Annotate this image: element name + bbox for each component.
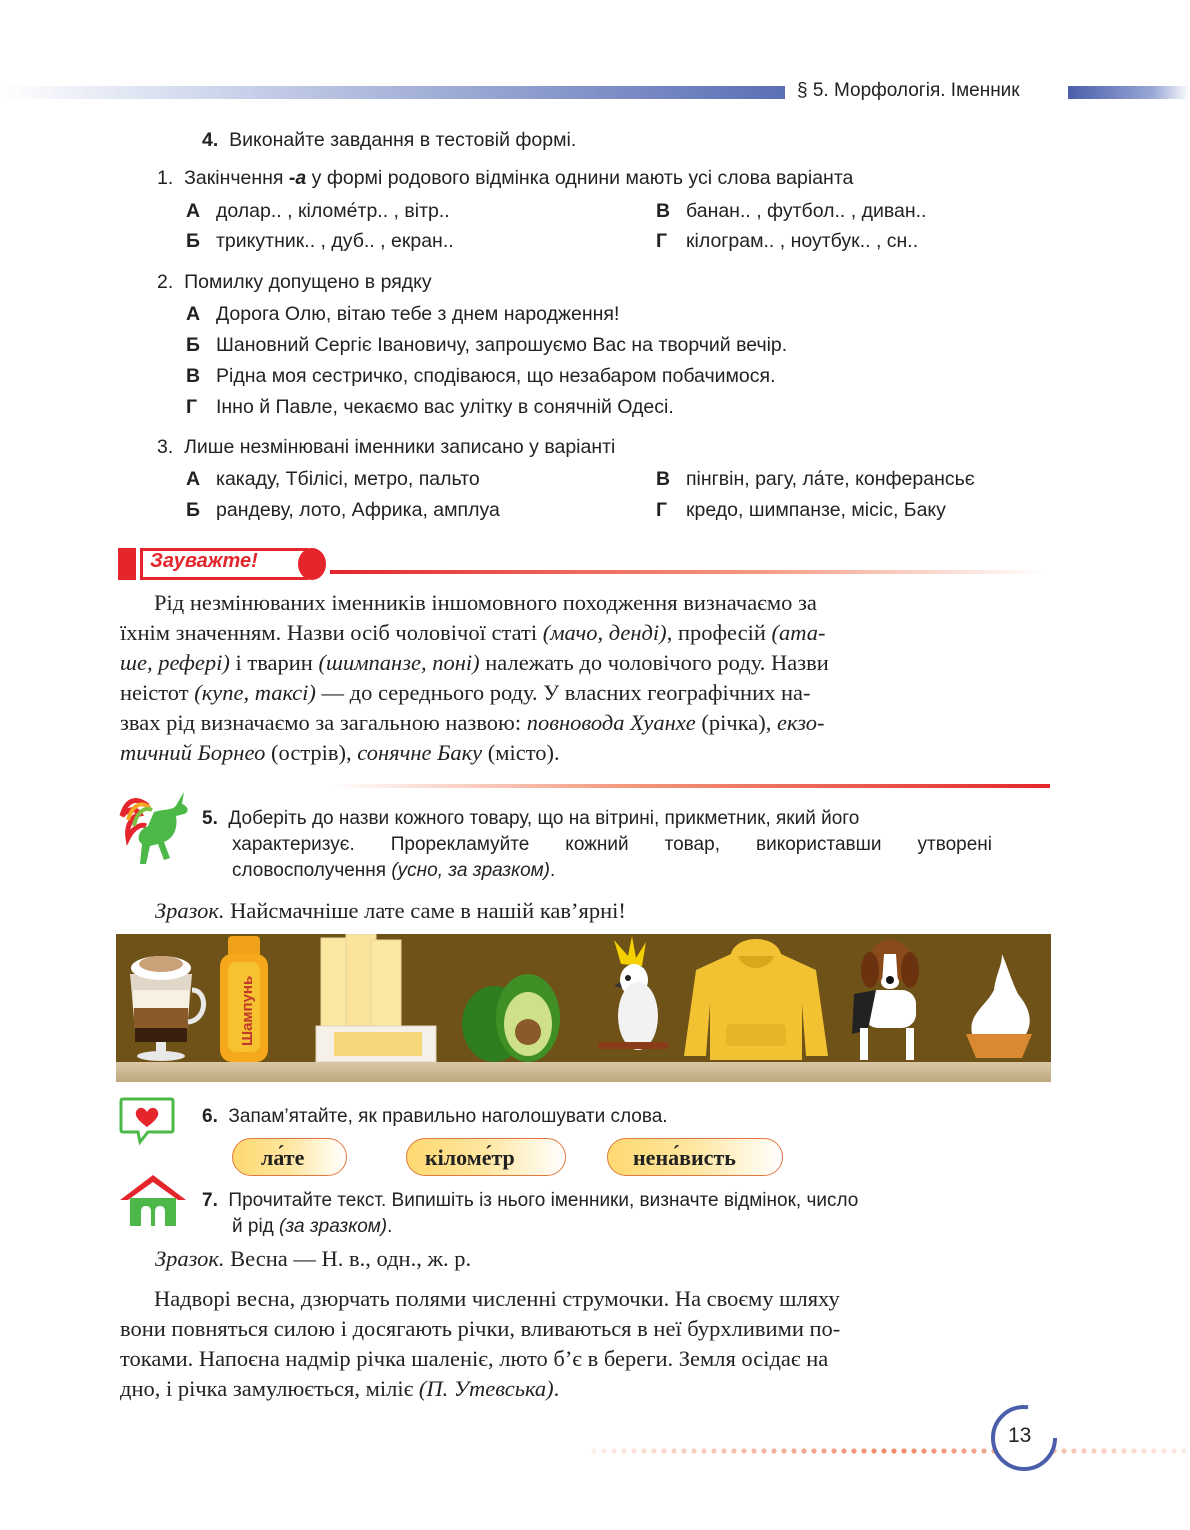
footer-dot — [681, 1448, 686, 1453]
footer-dot — [901, 1448, 906, 1453]
footer-dot — [941, 1448, 946, 1453]
q1-option-a: А долар.. , кіломе́тр.. , вітр.. — [186, 200, 450, 222]
footer-dot — [751, 1448, 756, 1453]
text-line-3: токами. Напоєна надмір річка шаленіє, люто б’є в береги. Земля осідає на — [120, 1346, 829, 1371]
footer-dot — [711, 1448, 716, 1453]
section-title: § 5. Морфологія. Іменник — [797, 80, 1020, 101]
header-bar-left — [0, 86, 785, 99]
notice-label: Зауважте! — [150, 550, 258, 572]
question-3: 3. Лише незмінювані іменники записано у варіанті — [157, 436, 616, 458]
footer-dot — [1171, 1448, 1176, 1453]
q3-option-v: В пінгвін, рагу, ла́те, конферансьє — [656, 468, 975, 490]
q2-option-g: Г Інно й Павле, чекаємо вас улітку в сонячній Одесі. — [186, 396, 674, 418]
footer-dot — [981, 1448, 986, 1453]
task-6-text: 6. Запам’ятайте, як правильно наголошувати слова. — [202, 1106, 668, 1127]
task-7-paragraph — [120, 1284, 1050, 1404]
footer-dot — [1061, 1448, 1066, 1453]
footer-dot — [851, 1448, 856, 1453]
footer-dot — [1071, 1448, 1076, 1453]
footer-dot — [791, 1448, 796, 1453]
footer-dot — [1151, 1448, 1156, 1453]
footer-dot — [651, 1448, 656, 1453]
question-2: 2. Помилку допущено в рядку — [157, 271, 432, 293]
task-7-sample: Зразок. Весна — Н. в., одн., ж. р. — [155, 1246, 472, 1271]
q1-option-b: Б трикутник.. , дуб.. , екран.. — [186, 230, 454, 252]
avocado-icon — [462, 974, 560, 1062]
footer-dot — [861, 1448, 866, 1453]
footer-dot — [801, 1448, 806, 1453]
separator-line — [330, 784, 1050, 788]
q2-option-v: В Рідна моя сестричко, сподіваюся, що незабаром побачимося. — [186, 365, 776, 387]
footer-dot — [891, 1448, 896, 1453]
footer-dot — [831, 1448, 836, 1453]
footer-dot — [741, 1448, 746, 1453]
q3-option-g: Г кредо, шимпанзе, місіс, Баку — [656, 499, 946, 521]
shelf-items — [116, 934, 1051, 1064]
footer-dot — [731, 1448, 736, 1453]
footer-dot — [601, 1448, 606, 1453]
footer-dot — [721, 1448, 726, 1453]
footer-dots — [590, 1446, 1190, 1456]
footer-dot — [1141, 1448, 1146, 1453]
notice-line-5: звах рід визначаємо за загальною назвою: повновода Хуанхе (річка), екзо- — [120, 710, 825, 735]
meringue-tart-icon — [966, 954, 1032, 1058]
stress-word-nenavyst: нена́висть — [607, 1138, 783, 1176]
footer-dot — [771, 1448, 776, 1453]
footer-dot — [951, 1448, 956, 1453]
footer-dot — [701, 1448, 706, 1453]
footer-dot — [621, 1448, 626, 1453]
stress-word-kilometr: кіломе́тр — [406, 1138, 566, 1176]
footer-dot — [671, 1448, 676, 1453]
footer-dot — [1081, 1448, 1086, 1453]
notice-line-2: їхнім значенням. Назви осіб чоловічої статі (мачо, денді), професій (ата- — [120, 620, 826, 645]
footer-dot — [631, 1448, 636, 1453]
q1-option-g: Г кілограм.. , ноутбук.. , сн.. — [656, 230, 919, 252]
task-5-text: 5. Доберіть до назви кожного товару, що на вітрині, прикметник, який його характеризує. Прорекламуйте кожний товар, використавши утворені словосполучення (усно, за зразком). — [202, 808, 992, 881]
house-icon — [118, 1172, 188, 1228]
beagle-dog-icon — [852, 940, 919, 1060]
pasta-packages-icon — [316, 934, 436, 1062]
footer-dot — [811, 1448, 816, 1453]
footer-dot — [1181, 1448, 1186, 1453]
footer-dot — [921, 1448, 926, 1453]
speech-heart-icon — [118, 1096, 176, 1146]
footer-dot — [911, 1448, 916, 1453]
footer-dot — [761, 1448, 766, 1453]
footer-dot — [1091, 1448, 1096, 1453]
footer-dot — [661, 1448, 666, 1453]
question-1: 1. Закінчення -а у формі родового відмінка однини мають усі слова варіанта — [157, 167, 854, 189]
footer-dot — [1131, 1448, 1136, 1453]
page-number: 13 — [1008, 1424, 1032, 1447]
footer-dot — [641, 1448, 646, 1453]
footer-dot — [1121, 1448, 1126, 1453]
header-bar-right — [1068, 86, 1190, 99]
stress-word-latte: ла́те — [232, 1138, 347, 1176]
q2-option-a: А Дорога Олю, вітаю тебе з днем народження! — [186, 303, 620, 325]
footer-dot — [691, 1448, 696, 1453]
notice-line-1: Рід незмінюваних іменників іншомовного походження визначаємо за — [154, 590, 817, 615]
task-7-text: 7. Прочитайте текст. Випишіть із нього іменники, визначте відмінок, число й рід (за зразком). — [202, 1190, 859, 1237]
task-4-heading: 4. Виконайте завдання в тестовій формі. — [202, 129, 577, 151]
notice-line-4: неістот (купе, таксі) — до середнього роду. У власних географічних на- — [120, 680, 811, 705]
text-line-4: дно, і річка замулюється, міліє (П. Утевська). — [120, 1376, 560, 1401]
footer-dot — [591, 1448, 596, 1453]
footer-dot — [611, 1448, 616, 1453]
unicorn-icon — [118, 786, 198, 870]
footer-dot — [871, 1448, 876, 1453]
notice-paragraph — [120, 588, 1050, 768]
latte-icon — [130, 956, 204, 1061]
yellow-hoodie-icon — [684, 939, 828, 1060]
footer-dot — [781, 1448, 786, 1453]
notice-line — [330, 570, 1045, 574]
footer-dot — [971, 1448, 976, 1453]
footer-dot — [1161, 1448, 1166, 1453]
notice-line-6: тичний Борнео (острів), сонячне Баку (місто). — [120, 740, 560, 765]
q1-option-v: В банан.. , футбол.. , диван.. — [656, 200, 927, 222]
footer-dot — [1101, 1448, 1106, 1453]
text-line-1: Надворі весна, дзюрчать полями численні струмочки. На своєму шляху — [154, 1286, 840, 1311]
shelf-board — [116, 1062, 1051, 1082]
cockatoo-icon — [598, 936, 668, 1050]
shampoo-bottle-icon — [220, 936, 268, 1062]
q3-option-b: Б рандеву, лото, Африка, амплуа — [186, 499, 500, 521]
task-5-sample: Зразок. Найсмачніше лате саме в нашій кав’ярні! — [155, 898, 626, 923]
footer-dot — [881, 1448, 886, 1453]
footer-dot — [961, 1448, 966, 1453]
q2-option-b: Б Шановний Сергіє Івановичу, запрошуємо Вас на творчий вечір. — [186, 334, 788, 356]
text-line-2: вони повняться силою і досягають річки, вливаються в неї бурхливими по- — [120, 1316, 841, 1341]
footer-dot — [1111, 1448, 1116, 1453]
shampoo-label: Шампунь — [239, 975, 256, 1046]
q3-option-a: А какаду, Тбілісі, метро, пальто — [186, 468, 480, 490]
notice-line-3: ше, рефері) і тварин (шимпанзе, поні) належать до чоловічого роду. Назви — [120, 650, 829, 675]
footer-dot — [931, 1448, 936, 1453]
footer-dot — [841, 1448, 846, 1453]
footer-dot — [821, 1448, 826, 1453]
